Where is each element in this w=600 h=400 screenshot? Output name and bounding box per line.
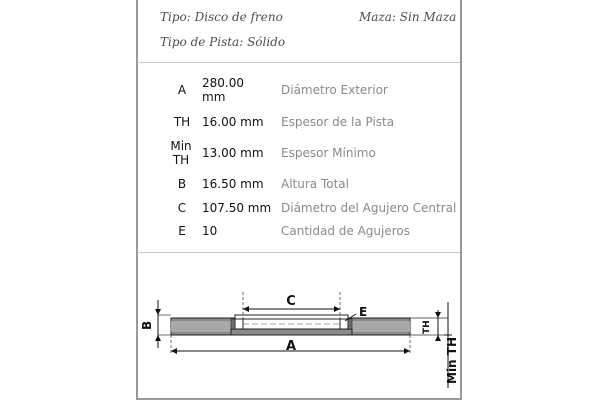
table-divider — [138, 252, 460, 253]
spec-row-min-th — [138, 139, 460, 167]
label-c: C — [286, 294, 296, 309]
dimension-b — [140, 300, 171, 348]
spec-value: 280.00 mm — [202, 76, 244, 104]
label-min-th: Min TH — [445, 336, 459, 384]
spec-value: 16.50 mm — [202, 177, 264, 191]
spec-row-b — [138, 177, 460, 201]
dimension-a — [171, 335, 410, 355]
spec-description: Diámetro del Agujero Central — [281, 201, 457, 215]
spec-code: E — [178, 224, 186, 238]
spec-description: Cantidad de Agujeros — [281, 224, 411, 238]
spec-code: A — [177, 83, 187, 97]
label-e: E — [359, 305, 368, 319]
spec-row-a — [138, 76, 460, 104]
dimension-min-th — [444, 302, 459, 388]
label-a: A — [285, 339, 297, 354]
header-divider — [138, 62, 460, 63]
track-type-label: Tipo de Pista: Sólido — [160, 35, 286, 49]
disc-cross-section-diagram — [138, 288, 460, 393]
spec-code: B — [177, 177, 187, 191]
disc-type-label: Tipo: Disco de freno — [160, 10, 283, 24]
spec-description: Altura Total — [281, 177, 349, 191]
spec-description: Espesor Mínimo — [281, 146, 376, 160]
spec-row-e — [138, 224, 460, 248]
label-th: TH — [422, 320, 432, 334]
spec-code: Min TH — [170, 139, 192, 167]
spec-description: Diámetro Exterior — [281, 83, 388, 97]
spec-description: Espesor de la Pista — [281, 115, 395, 129]
spec-code: TH — [173, 115, 191, 129]
hub-type-label: Maza: Sin Maza — [359, 10, 457, 24]
spec-card — [136, 0, 462, 400]
disc-body — [171, 315, 410, 335]
dimension-th — [410, 310, 448, 341]
spec-value: 16.00 mm — [202, 115, 264, 129]
spec-value: 10 — [202, 224, 218, 238]
spec-value: 13.00 mm — [202, 146, 264, 160]
spec-row-th — [138, 115, 460, 139]
spec-code: C — [177, 201, 187, 215]
spec-value: 107.50 mm — [202, 201, 272, 215]
spec-row-c — [138, 201, 460, 225]
label-b: B — [140, 320, 154, 330]
